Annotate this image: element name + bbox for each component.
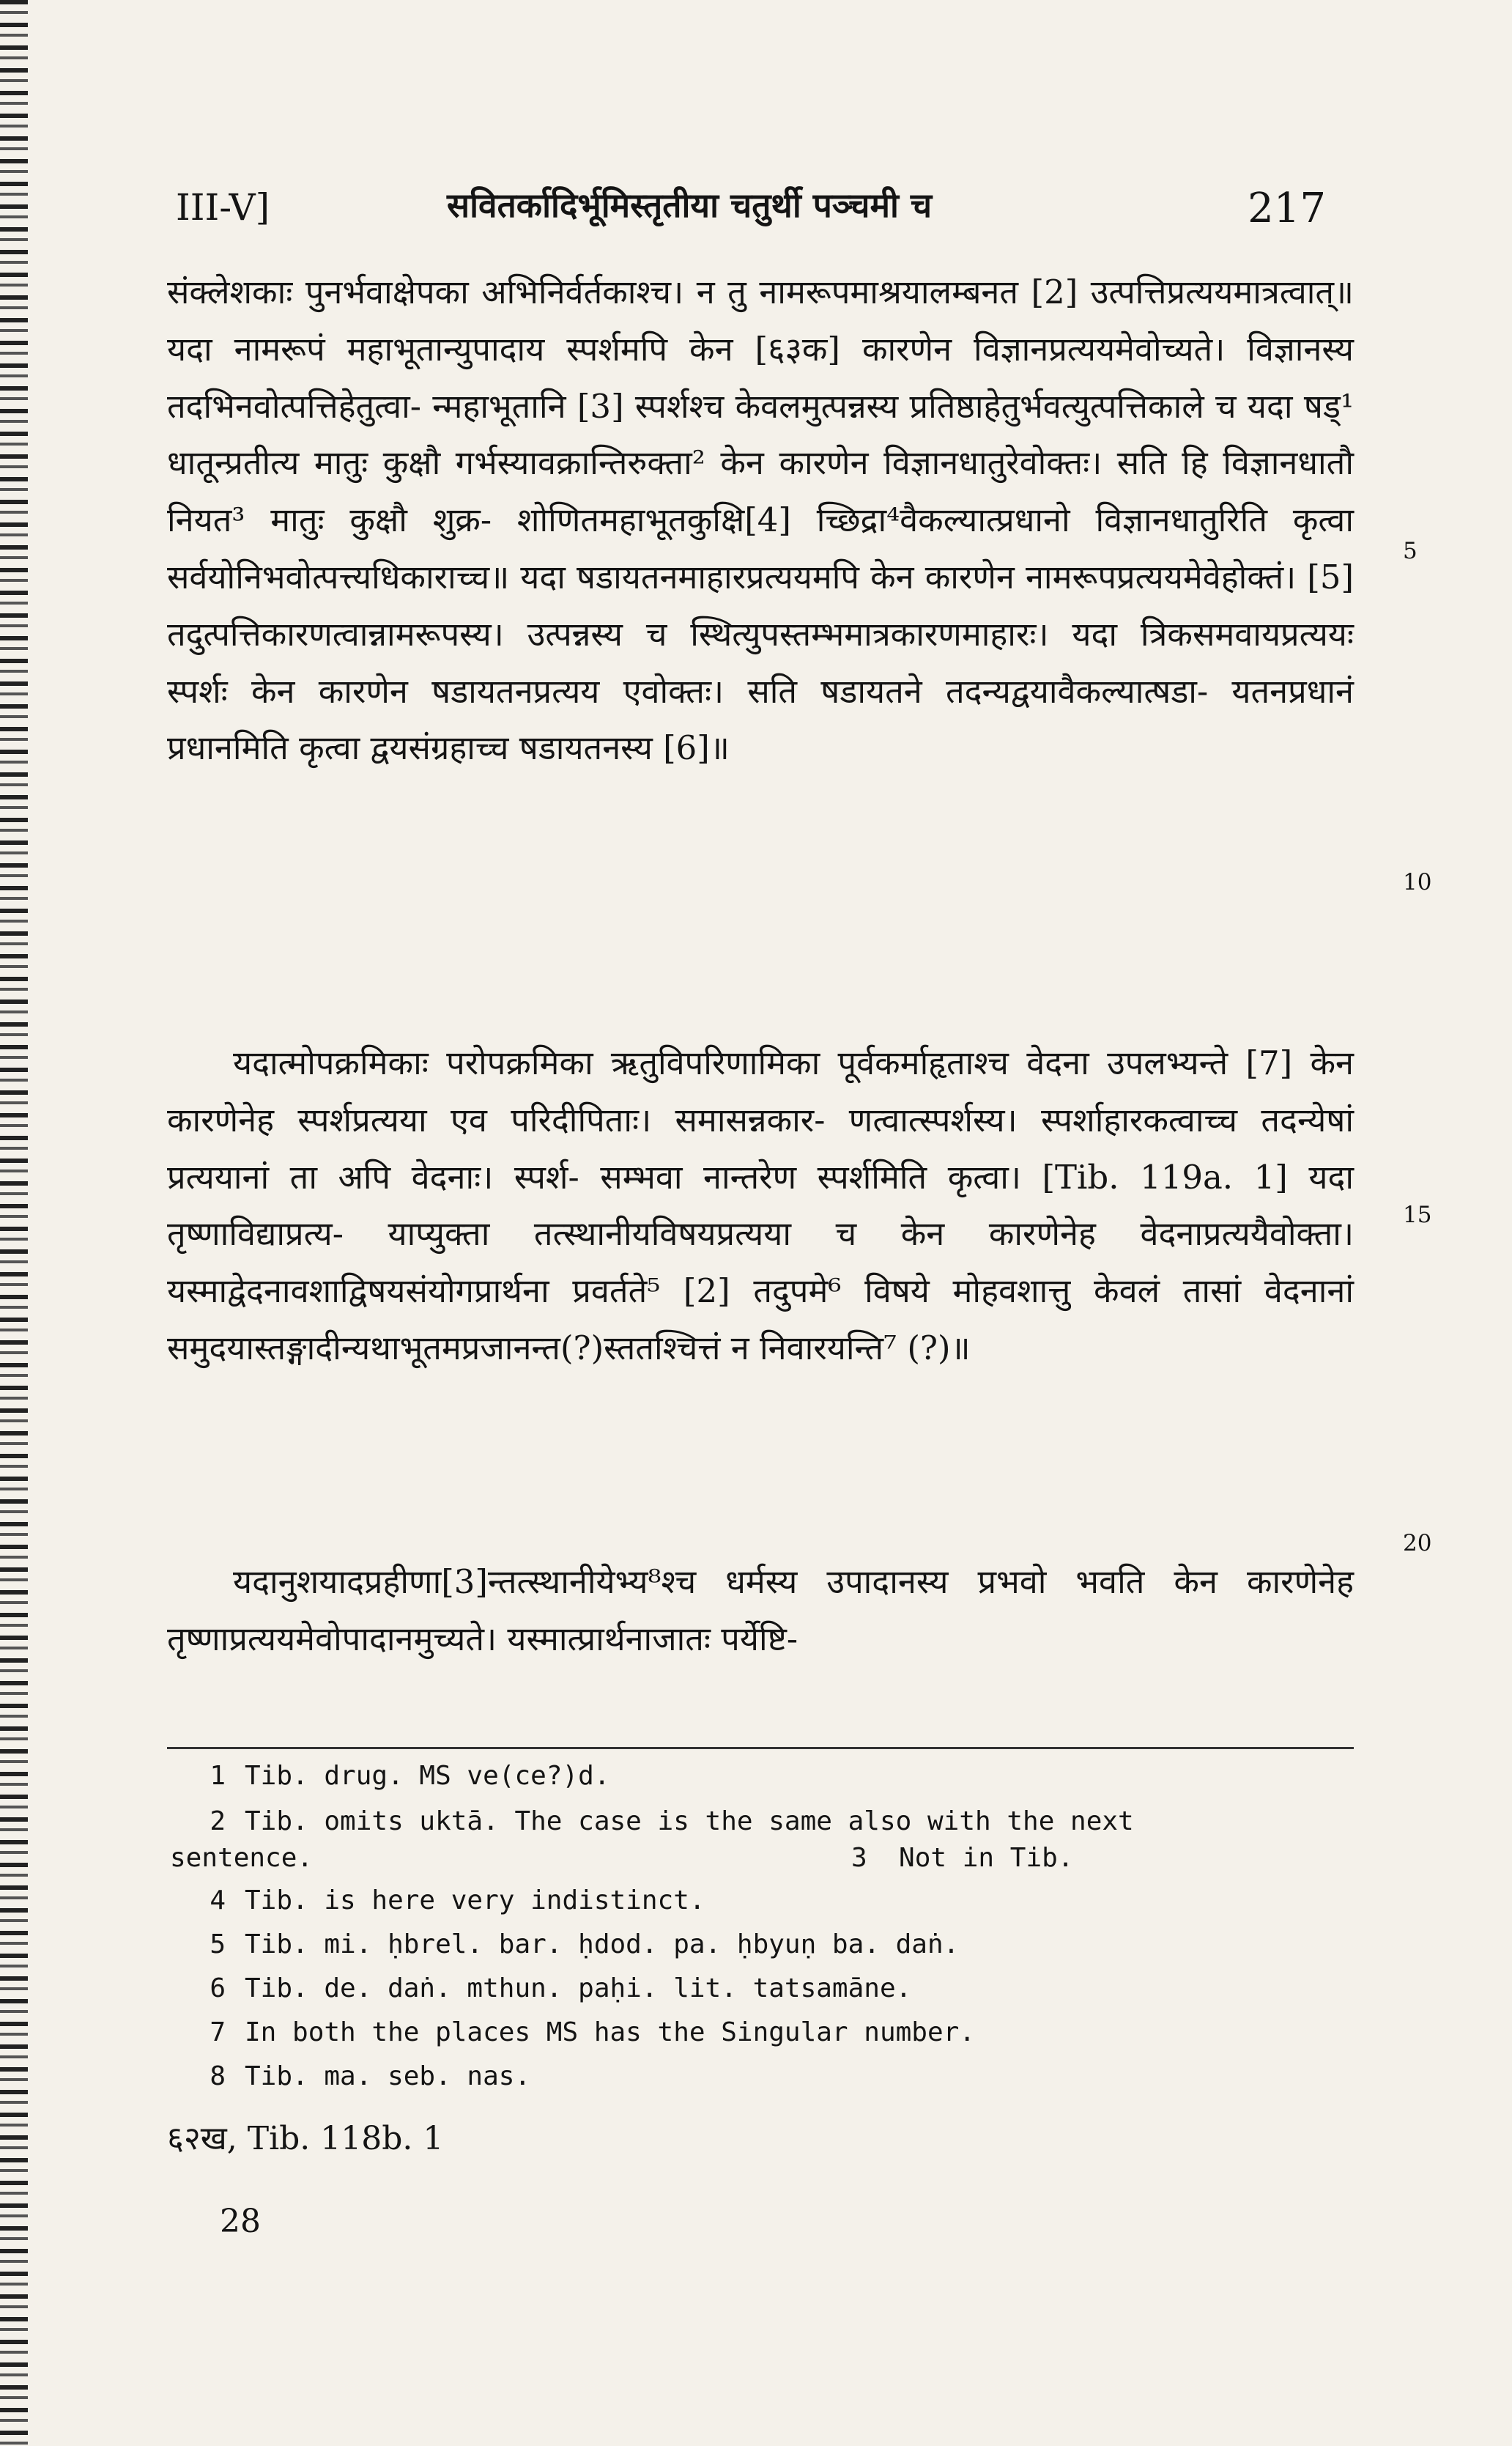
footnote-2-continuation [170,1841,1371,1876]
footnote-5-text: Tib. mi. ḥbrel. bar. ḥdod. pa. ḥbyuṇ ba. daṅ. [245,1929,960,1959]
footnote-4-number: 4 [210,1885,226,1915]
footnote-3-number: 3 [851,1843,867,1873]
paragraph-3-text: यदानुशयादप्रहीणा[3]न्तत्स्थानीयेभ्य⁸श्च धर्मस्य उपादानस्य प्रभवो भवति केन कारणेनेह तृष्णाप्रत्ययमेवोपादानमुच्यते। यस्मात्प्रार्थनाजातः पर्येष्टि- [167,1562,1354,1658]
header-title: सवितर्कादिर्भूमिस्तृतीया चतुर्थी पञ्चमी च [447,185,933,225]
footnote-4 [167,1883,1368,1918]
paragraph-2 [167,1035,1354,1377]
folio-reference: ६२ख, Tib. 118b. 1 [167,2120,444,2157]
footnote-5 [167,1927,1368,1962]
footnote-6 [167,1971,1368,2006]
paragraph-3 [167,1553,1354,1668]
footnote-5-number: 5 [210,1929,226,1959]
paragraph-1-text: संक्लेशकाः पुनर्भवाक्षेपका अभिनिर्वर्तकाश्च। न तु नामरूपमाश्रयालम्बनत [2] उत्पत्तिप्रत्ययमात्रत्वात्॥ यदा नामरूपं महाभूतान्युपादाय स्पर्शमपि केन [६३क] कारणेन विज्ञानप्रत्ययमेवोच्यते। विज्ञानस्य तदभिनवोत्पत्तिहेतुत्वा- न्महाभूतानि [3] स्पर्शश्च केवलमुत्पन्नस्य प्रतिष्ठाहेतुर्भवत्युत्पत्तिकाले च यदा षड्¹ धातून्प्रतीत्य मातुः कुक्षौ गर्भस्यावक्रान्तिरुक्ता² केन कारणेन विज्ञानधातुरेवोक्तः। सति हि विज्ञानधातौ नियत³ मातुः कुक्षौ शुक्र- शोणितमहाभूतकुक्षि[4] च्छिद्रा⁴वैकल्यात्प्रधानो विज्ञानधातुरिति कृत्वा सर्वयोनिभवोत्पत्त्यधिकाराच्च॥ यदा षडायतनमाहारप्रत्ययमपि केन कारणेन नामरूपप्रत्ययमेवेहोक्तं। [5] तदुत्पत्तिकारणत्वान्नामरूपस्य। उत्पन्नस्य च स्थित्युपस्तम्भमात्रकारणमाहारः। यदा त्रिकसमवायप्रत्ययः स्पर्शः केन कारणेन षडायतनप्रत्यय एवोक्तः। सति षडायतने तदन्यद्वयावैकल्यात्षडा- यतनप्रधानं प्रधानमिति कृत्वा द्वयसंग्रहाच्च षडायतनस्य [6]॥ [167,273,1354,768]
footnote-rule [167,1747,1354,1749]
footnote-2-cont-text: sentence. [170,1843,314,1873]
signature-mark: 28 [220,2203,261,2240]
footnote-3 [851,1841,1073,1876]
footnote-7-text: In both the places MS has the Singular number. [245,2017,975,2047]
footnote-6-text: Tib. de. daṅ. mthun. paḥi. lit. tatsamāne. [245,1973,912,2003]
footnote-2-text: Tib. omits uktā. The case is the same also with the next [245,1806,1134,1836]
line-number-20: 20 [1403,1530,1432,1556]
footnote-3-text: Not in Tib. [899,1843,1074,1873]
footnote-7-number: 7 [210,2017,226,2047]
footnote-6-number: 6 [210,1973,226,2003]
line-number-5: 5 [1403,538,1418,564]
line-number-10: 10 [1403,869,1432,895]
scan-binding-edge [0,0,28,2446]
page-number: 217 [1248,185,1326,232]
paragraph-2-text: यदात्मोपक्रमिकाः परोपक्रमिका ऋतुविपरिणामिका पूर्वकर्माहृताश्च वेदना उपलभ्यन्ते [7] केन कारणेनेह स्पर्शप्रत्यया एव परिदीपिताः। समासन्नकार- णत्वात्स्पर्शस्य। स्पर्शाहारकत्वाच्च तदन्येषां प्रत्ययानां ता अपि वेदनाः। स्पर्श- सम्भवा नान्तरेण स्पर्शमिति कृत्वा। [Tib. 119a. 1] यदा तृष्णाविद्याप्रत्य- याप्युक्ता तत्स्थानीयविषयप्रत्यया च केन कारणेनेह वेदनाप्रत्ययैवोक्ता। यस्माद्वेदनावशाद्विषयसंयोगप्रार्थना प्रवर्तते⁵ [2] तदुपमे⁶ विषये मोहवशात्तु केवलं तासां वेदनानां समुदयास्तङ्गादीन्यथाभूतमप्रजानन्त(?)स्ततश्चित्तं न निवारयन्ति⁷ (?)॥ [167,1043,1354,1367]
footnote-8-text: Tib. ma. seb. nas. [245,2061,531,2091]
footnote-8-number: 8 [210,2061,226,2091]
footnote-7 [167,2015,1368,2050]
footnote-8 [167,2059,1368,2094]
running-header [176,182,1326,240]
footnote-2 [167,1804,1368,1839]
paragraph-1 [167,264,1354,777]
footnote-1-number: 1 [210,1761,226,1791]
footnote-2-number: 2 [210,1806,226,1836]
section-label: III-V] [176,186,270,229]
footnote-1-text: Tib. drug. MS ve(ce?)d. [245,1761,610,1791]
footnote-1 [167,1759,1368,1794]
footnote-4-text: Tib. is here very indistinct. [245,1885,705,1915]
line-number-15: 15 [1403,1202,1432,1228]
